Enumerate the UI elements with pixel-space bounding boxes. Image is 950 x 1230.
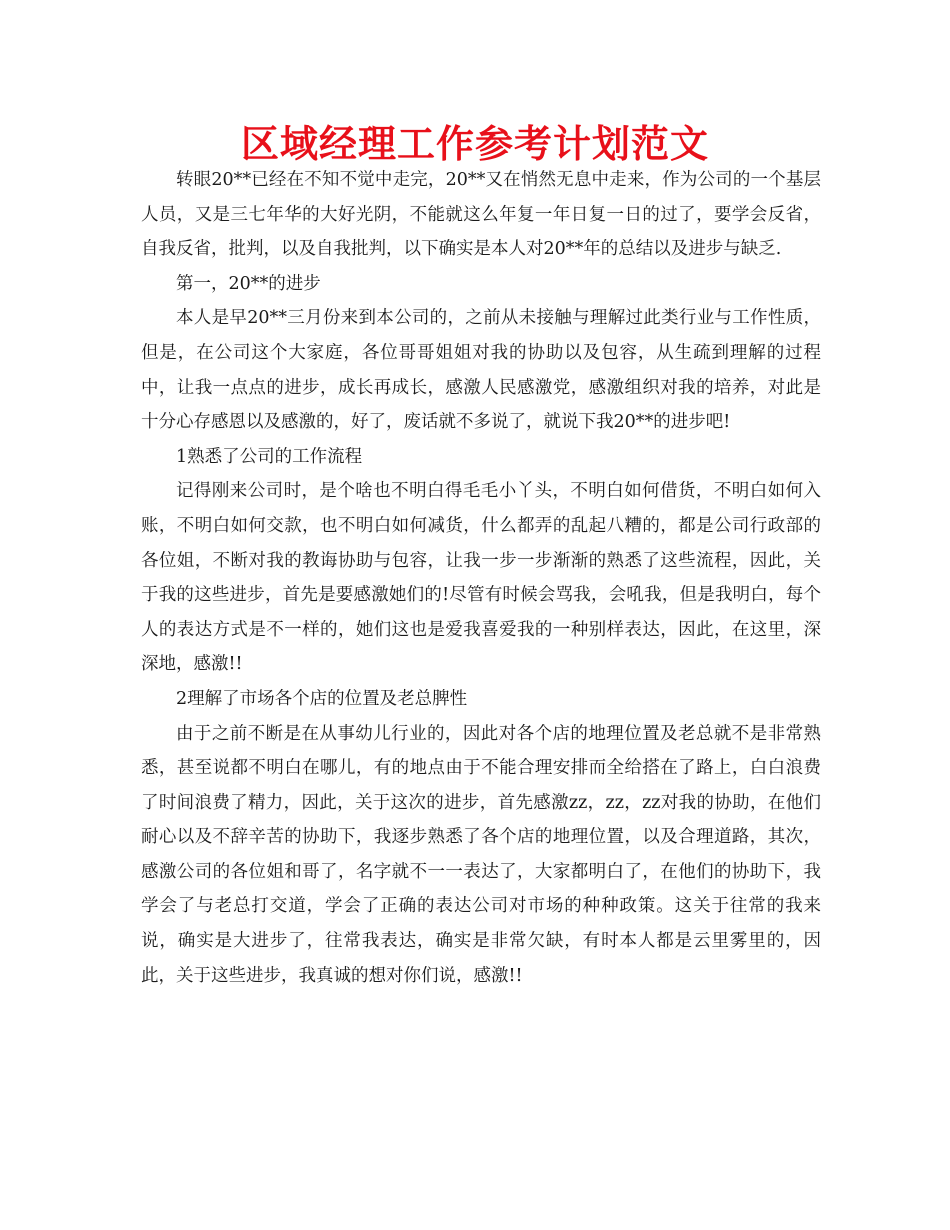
paragraph-workflow: 记得刚来公司时，是个啥也不明白得毛毛小丫头，不明白如何借货，不明白如何入账，不明白如何交款，也不明白如何减货，什么都弄的乱起八糟的，都是公司行政部的各位姐，不断对我的教诲协助与包容，让我一步一步渐渐的熟悉了这些流程，因此，关于我的这些进步，首先是要感激她们的!尽管有时候会骂我，会吼我，但是我明白，每个人的表达方式是不一样的，她们这也是爱我喜爱我的一种别样表达，因此，在这里，深深地，感激!! [141,481,821,675]
document-body [141,163,821,993]
paragraph-market: 由于之前不断是在从事幼儿行业的，因此对各个店的地理位置及老总就不是非常熟悉，甚至说都不明白在哪儿，有的地点由于不能合理安排而全给搭在了路上，白白浪费了时间浪费了精力，因此，关于这次的进步，首先感激zz，zz，zz对我的协助，在他们耐心以及不辞辛苦的协助下，我逐步熟悉了各个店的地理位置，以及合理道路，其次，感激公司的各位姐和哥了，名字就不一一表达了，大家都明白了，在他们的协助下，我学会了与老总打交道，学会了正确的表达公司对市场的种种政策。这关于往常的我来说，确实是大进步了，往常我表达，确实是非常欠缺，有时本人都是云里雾里的，因此，关于这些进步，我真诚的想对你们说，感激!! [141,723,821,986]
subheading-market: 2理解了市场各个店的位置及老总脾性 [176,688,468,709]
subheading-workflow: 1熟悉了公司的工作流程 [176,446,363,467]
paragraph-progress: 本人是早20**三月份来到本公司的，之前从未接触与理解过此类行业与工作性质，但是，在公司这个大家庭，各位哥哥姐姐对我的协助以及包容，从生疏到理解的过程中，让我一点点的进步，成长再成长，感激人民感激党，感激组织对我的培养，对此是十分心存感恩以及感激的，好了，废话就不多说了，就说下我20**的进步吧! [141,308,821,433]
paragraph-intro: 转眼20**已经在不知不觉中走完，20**又在悄然无息中走来，作为公司的一个基层人员，又是三七年华的大好光阴，不能就这么年复一年日复一日的过了，要学会反省，自我反省，批判，以及自我批判，以下确实是本人对20**年的总结以及进步与缺乏. [141,170,821,260]
document-title: 区域经理工作参考计划范文 [240,122,709,166]
section-heading-progress: 第一，20**的进步 [176,273,321,294]
